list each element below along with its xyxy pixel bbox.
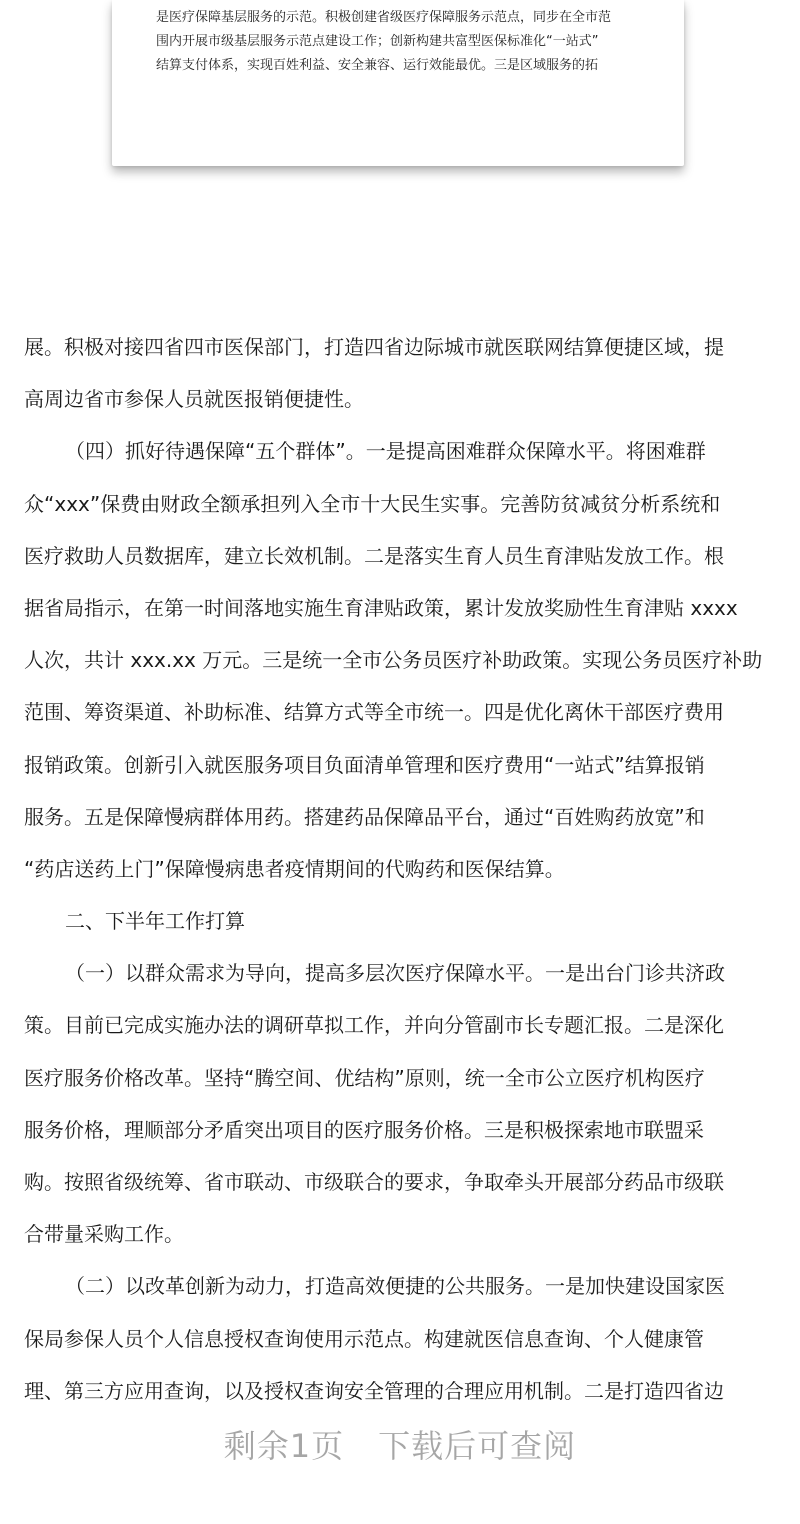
download-hint-label: 下载后可查阅: [378, 1427, 577, 1465]
paragraph-start-line: （二）以改革创新为动力，打造高效便捷的公共服务。一是加快建设国家医: [65, 1274, 725, 1299]
section-heading: 二、下半年工作打算: [65, 909, 245, 934]
body-line: 购。按照省级统筹、省市联动、市级联合的要求，争取牵头开展部分药品市级联: [24, 1170, 724, 1194]
body-line: 展。积极对接四省四市医保部门，打造四省边际城市就医联网结算便捷区域，提: [24, 335, 724, 359]
document-body: [24, 321, 784, 1417]
body-line: 合带量采购工作。: [24, 1222, 184, 1247]
body-line: 高周边省市参保人员就医报销便捷性。: [24, 387, 364, 412]
paragraph-start-line: （一）以群众需求为导向，提高多层次医疗保障水平。一是出台门诊共济政: [65, 961, 725, 986]
preview-line: 是医疗保障基层服务的示范。积极创建省级医疗保障服务示范点，同步在全市范: [156, 10, 612, 25]
body-line: 策。目前已完成实施办法的调研草拟工作，并向分管副市长专题汇报。二是深化: [24, 1013, 724, 1038]
body-line: 服务价格，理顺部分矛盾突出项目的医疗服务价格。三是积极探索地市联盟采: [24, 1117, 704, 1142]
body-line: 众“xxx”保费由财政全额承担列入全市十大民生实事。完善防贫减贫分析系统和: [24, 491, 721, 516]
paragraph-start-line: （四）抓好待遇保障“五个群体”。一是提高困难群众保障水平。将困难群: [65, 439, 706, 464]
document-preview-card: [112, 0, 684, 166]
body-line: 医疗服务价格改革。坚持“腾空间、优结构”原则，统一全市公立医疗机构医疗: [24, 1065, 705, 1090]
body-line: 理、第三方应用查询，以及授权查询安全管理的合理应用机制。二是打造四省边: [24, 1378, 724, 1403]
body-line: “药店送药上门”保障慢病患者疫情期间的代购药和医保结算。: [24, 856, 565, 881]
preview-line: 结算支付体系，实现百姓利益、安全兼容、运行效能最优。三是区域服务的拓: [156, 58, 599, 73]
body-line: 医疗救助人员数据库，建立长效机制。二是落实生育人员生育津贴发放工作。根: [24, 543, 724, 568]
body-line: 人次，共计 xxx.xx 万元。三是统一全市公务员医疗补助政策。实现公务员医疗补助: [24, 648, 763, 673]
preview-text: [156, 6, 656, 78]
body-line: 服务。五是保障慢病群体用药。搭建药品保障品平台，通过“百姓购药放宽”和: [24, 804, 705, 829]
preview-line: 围内开展市级基层服务示范点建设工作；创新构建共富型医保标准化“一站式”: [156, 34, 599, 49]
body-line: 保局参保人员个人信息授权查询使用示范点。构建就医信息查询、个人健康管: [24, 1326, 704, 1351]
body-line: 范围、筹资渠道、补助标准、结算方式等全市统一。四是优化离休干部医疗费用: [24, 700, 724, 725]
remaining-pages-label: 剩余1页: [223, 1427, 345, 1465]
body-line: 报销政策。创新引入就医服务项目负面清单管理和医疗费用“一站式”结算报销: [24, 752, 705, 777]
body-line: 据省局指示，在第一时间落地实施生育津贴政策，累计发放奖励性生育津贴 xxxx: [24, 595, 738, 620]
remaining-pages-notice: [0, 1416, 800, 1476]
